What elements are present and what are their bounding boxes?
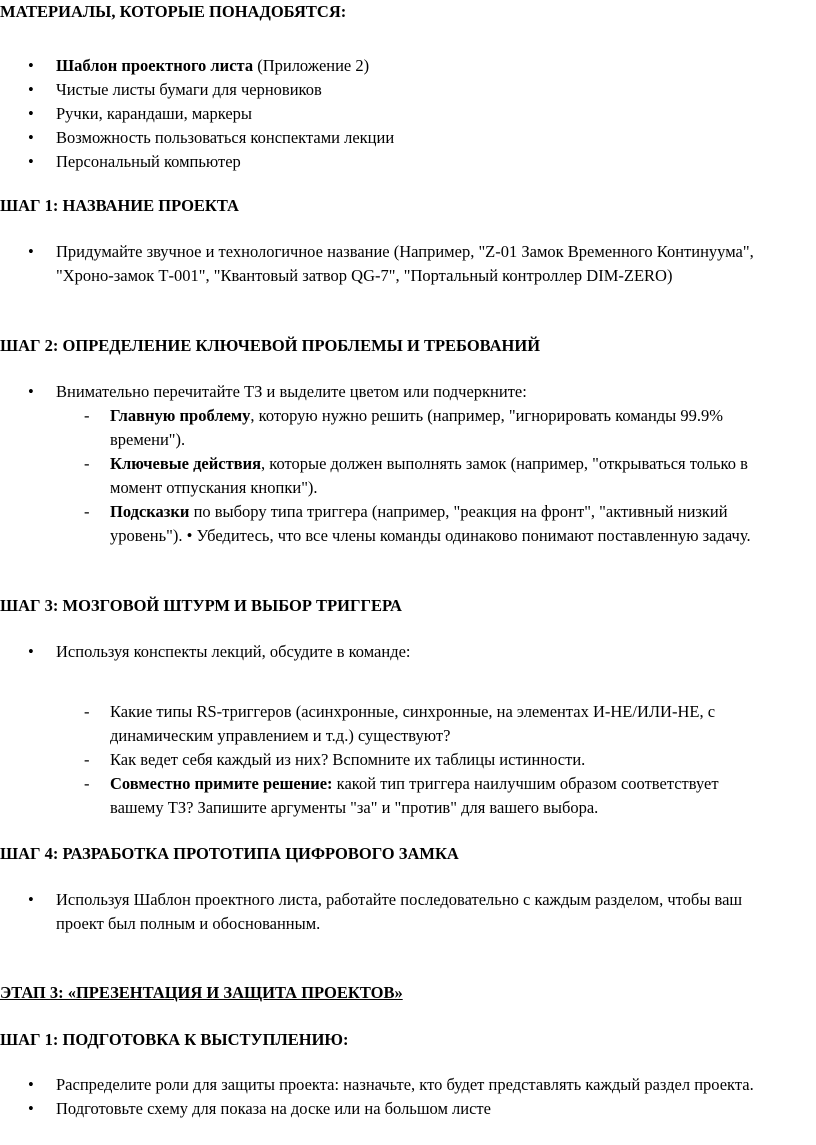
list-item: • Внимательно перечитайте ТЗ и выделите цветом или подчеркните: <box>0 380 771 404</box>
item-text: , которые должен выполнять замок (например, "открываться только в момент отпускания кнопки"). <box>110 454 748 497</box>
item-bold: Шаблон проектного листа <box>56 56 254 75</box>
list-item: • Распределите роли для защиты проекта: назначьте, кто будет представлять каждый раздел проекта. <box>0 1073 771 1097</box>
list-item: • Возможность пользоваться конспектами лекции <box>0 126 771 150</box>
item-text: какой тип триггера наилучшим образом соответствует вашему ТЗ? Запишите аргументы "за" и "против" для вашего выбора. <box>110 774 719 817</box>
prep-heading: ШАГ 1: ПОДГОТОВКА К ВЫСТУПЛЕНИЮ: <box>0 1030 349 1049</box>
list-item <box>0 54 771 78</box>
step3-sub-list <box>0 700 770 820</box>
list-item: • Персональный компьютер <box>0 150 771 174</box>
sub-list-item <box>0 404 770 452</box>
step4-heading: ШАГ 4: РАЗРАБОТКА ПРОТОТИПА ЦИФРОВОГО ЗАМКА <box>0 844 459 863</box>
list-item: • Подготовьте схему для показа на доске или на большом листе <box>0 1097 771 1121</box>
sub-list-item: - Какие типы RS-триггеров (асинхронные, синхронные, на элементах И-НЕ/ИЛИ-НЕ, с динамическим управлением и т.д.) существуют? <box>0 700 770 748</box>
item-text: по выбору типа триггера (например, "реакция на фронт", "активный низкий уровень"). • Убедитесь, что все члены команды одинаково понимают поставленную задачу. <box>110 502 751 545</box>
step4-list <box>0 888 771 936</box>
item-text: (Приложение 2) <box>253 56 370 75</box>
step3-list <box>0 640 771 664</box>
stage3-heading: ЭТАП 3: «ПРЕЗЕНТАЦИЯ И ЗАЩИТА ПРОЕКТОВ» <box>0 983 403 1002</box>
sub-list-item: - Как ведет себя каждый из них? Вспомните их таблицы истинности. <box>0 748 770 772</box>
item-bold: Совместно примите решение: <box>110 774 333 793</box>
step2-list <box>0 380 771 548</box>
sub-list-item <box>0 500 770 548</box>
prep-list <box>0 1073 771 1121</box>
list-item: • Придумайте звучное и технологичное название (Например, "Z-01 Замок Временного Континуума", "Хроно-замок Т-001", "Квантовый затвор QG-7", "Портальный контроллер DIM-ZERO) <box>0 240 771 288</box>
sub-list-item <box>0 452 770 500</box>
list-item: • Ручки, карандаши, маркеры <box>0 102 771 126</box>
item-bold: Главную проблему <box>110 406 251 425</box>
list-item: • Используя Шаблон проектного листа, работайте последовательно с каждым разделом, чтобы ваш проект был полным и обоснованным. <box>0 888 771 936</box>
materials-list <box>0 54 771 174</box>
step2-heading: ШАГ 2: ОПРЕДЕЛЕНИЕ КЛЮЧЕВОЙ ПРОБЛЕМЫ И ТРЕБОВАНИЙ <box>0 336 541 355</box>
sub-list-item <box>0 772 770 820</box>
step3-heading: ШАГ 3: МОЗГОВОЙ ШТУРМ И ВЫБОР ТРИГГЕРА <box>0 596 402 615</box>
list-item: • Используя конспекты лекций, обсудите в команде: <box>0 640 771 664</box>
item-bold: Ключевые действия <box>110 454 262 473</box>
item-text: , которую нужно решить (например, "игнорировать команды 99.9% времени"). <box>110 406 724 449</box>
item-bold: Подсказки <box>110 502 190 521</box>
step1-list <box>0 240 771 288</box>
materials-heading: МАТЕРИАЛЫ, КОТОРЫЕ ПОНАДОБЯТСЯ: <box>0 2 347 21</box>
step1-heading: ШАГ 1: НАЗВАНИЕ ПРОЕКТА <box>0 196 239 215</box>
list-item: • Чистые листы бумаги для черновиков <box>0 78 771 102</box>
